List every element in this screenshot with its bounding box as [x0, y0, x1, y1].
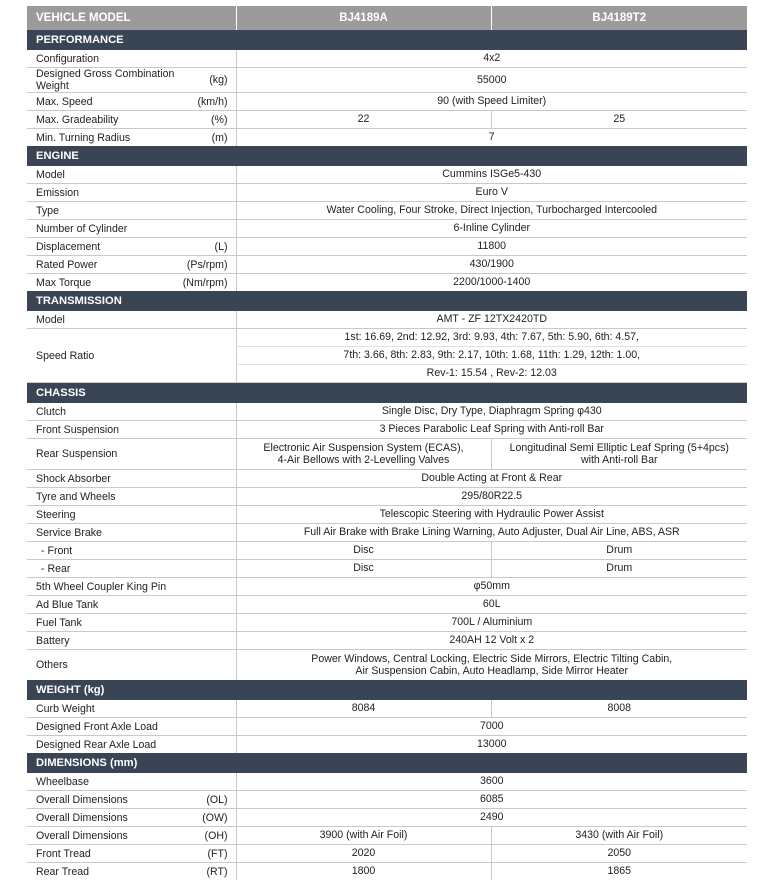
row-rear-axle-load [27, 736, 747, 754]
row-value-a: 3900 (with Air Foil) [236, 827, 491, 845]
row-unit: (Nm/rpm) [183, 277, 228, 289]
row-value: Water Cooling, Four Stroke, Direct Injection, Turbocharged Intercooled [236, 202, 747, 220]
row-label: Wheelbase [27, 773, 236, 791]
row-value: 90 (with Speed Limiter) [236, 93, 747, 111]
row-value: 295/80R22.5 [236, 488, 747, 506]
row-value: 430/1900 [236, 256, 747, 274]
row-value: 11800 [236, 238, 747, 256]
row-label: Designed Rear Axle Load [27, 736, 236, 754]
others-line-1: Power Windows, Central Locking, Electric Side Mirrors, Electric Tilting Cabin, [237, 653, 748, 666]
row-steering [27, 506, 747, 524]
row-value: 2490 [236, 809, 747, 827]
row-value: φ50mm [236, 578, 747, 596]
row-shock-absorber [27, 470, 747, 488]
row-label: Front Suspension [27, 421, 236, 439]
row-overall-width [27, 809, 747, 827]
row-label: 5th Wheel Coupler King Pin [27, 578, 236, 596]
row-rear-tread [27, 863, 747, 880]
row-unit: (L) [215, 241, 228, 253]
row-curb-weight [27, 700, 747, 718]
row-brake-rear [27, 560, 747, 578]
row-label: Front Tread [36, 848, 91, 860]
row-label: Configuration [27, 50, 236, 68]
section-title: DIMENSIONS (mm) [27, 753, 747, 773]
row-transmission-model [27, 311, 747, 329]
model-a-name: BJ4189A [236, 6, 491, 30]
section-title: ENGINE [27, 146, 747, 166]
row-value: 60L [236, 596, 747, 614]
section-transmission [27, 291, 747, 311]
row-label: Max. Gradeability [36, 114, 118, 126]
row-battery [27, 632, 747, 650]
row-value: Euro V [236, 184, 747, 202]
row-label: Rear Tread [36, 866, 89, 878]
section-engine [27, 146, 747, 166]
row-label: Clutch [27, 403, 236, 421]
row-label: Model [27, 166, 236, 184]
row-max-speed [27, 93, 747, 111]
row-emission [27, 184, 747, 202]
speed-ratio-line-3: Rev-1: 15.54 , Rev-2: 12.03 [236, 365, 747, 383]
row-value-b: Drum [491, 542, 747, 560]
row-unit: (RT) [207, 866, 228, 878]
row-label: Type [27, 202, 236, 220]
row-unit: (FT) [208, 848, 228, 860]
spec-table [27, 6, 747, 880]
row-unit: (%) [211, 114, 227, 126]
row-label: Emission [27, 184, 236, 202]
row-value: Cummins ISGe5-430 [236, 166, 747, 184]
row-label: Designed Front Axle Load [27, 718, 236, 736]
row-label: Ad Blue Tank [27, 596, 236, 614]
vehicle-model-label: VEHICLE MODEL [27, 6, 236, 30]
row-label: Max Torque [36, 277, 91, 289]
row-label: Overall Dimensions [36, 812, 128, 824]
row-king-pin [27, 578, 747, 596]
row-overall-length [27, 791, 747, 809]
speed-ratio-line-2: 7th: 3.66, 8th: 2.83, 9th: 2.17, 10th: 1.68, 11th: 1.29, 12th: 1.00, [236, 347, 747, 365]
rear-suspension-a-line-2: 4-Air Bellows with 2-Levelling Valves [237, 454, 491, 467]
row-label: Tyre and Wheels [27, 488, 236, 506]
row-value-a: 8084 [236, 700, 491, 718]
row-label: Fuel Tank [27, 614, 236, 632]
row-tyre [27, 488, 747, 506]
row-displacement [27, 238, 747, 256]
row-speed-ratio [27, 329, 747, 347]
row-label: Rated Power [36, 259, 97, 271]
row-unit: (OW) [202, 812, 227, 824]
row-value: 700L / Aluminium [236, 614, 747, 632]
row-label: Others [27, 650, 236, 681]
section-title: PERFORMANCE [27, 30, 747, 50]
row-value-b: 3430 (with Air Foil) [491, 827, 747, 845]
row-value: 7 [236, 129, 747, 147]
section-title: WEIGHT (kg) [27, 680, 747, 700]
row-value: 2200/1000-1400 [236, 274, 747, 292]
row-value: 13000 [236, 736, 747, 754]
row-adblue [27, 596, 747, 614]
row-value-a: Disc [236, 542, 491, 560]
row-value-b: 8008 [491, 700, 747, 718]
row-value-b: 25 [491, 111, 747, 129]
row-value: 4x2 [236, 50, 747, 68]
row-value: 6-Inline Cylinder [236, 220, 747, 238]
row-label: Designed Gross Combination Weight [36, 68, 209, 92]
row-unit: (OH) [205, 830, 228, 842]
rear-suspension-b-line-2: with Anti-roll Bar [492, 454, 748, 467]
section-weight [27, 680, 747, 700]
row-label: Curb Weight [27, 700, 236, 718]
row-value-b: Drum [491, 560, 747, 578]
row-gcw [27, 68, 747, 93]
section-performance [27, 30, 747, 50]
row-label: - Front [27, 542, 236, 560]
speed-ratio-line-1: 1st: 16.69, 2nd: 12.92, 3rd: 9.93, 4th: 7.67, 5th: 5.90, 6th: 4.57, [236, 329, 747, 347]
others-line-2: Air Suspension Cabin, Auto Headlamp, Side Mirror Heater [237, 665, 748, 678]
row-value: 7000 [236, 718, 747, 736]
row-value-b: 2050 [491, 845, 747, 863]
row-label: Battery [27, 632, 236, 650]
row-front-axle-load [27, 718, 747, 736]
row-rear-suspension [27, 439, 747, 470]
row-label: Service Brake [27, 524, 236, 542]
row-value: 240AH 12 Volt x 2 [236, 632, 747, 650]
row-service-brake [27, 524, 747, 542]
section-chassis [27, 383, 747, 404]
row-label: Rear Suspension [27, 439, 236, 470]
row-label: Number of Cylinder [27, 220, 236, 238]
rear-suspension-b-line-1: Longitudinal Semi Elliptic Leaf Spring (5+4pcs) [492, 442, 748, 455]
row-value: 3600 [236, 773, 747, 791]
row-rated-power [27, 256, 747, 274]
row-label: Steering [27, 506, 236, 524]
row-value: Single Disc, Dry Type, Diaphragm Spring φ430 [236, 403, 747, 421]
row-value-a: 1800 [236, 863, 491, 880]
row-cylinders [27, 220, 747, 238]
row-value-b: 1865 [491, 863, 747, 880]
rear-suspension-a-line-1: Electronic Air Suspension System (ECAS), [237, 442, 491, 455]
row-brake-front [27, 542, 747, 560]
row-label: Model [27, 311, 236, 329]
row-label: Max. Speed [36, 96, 93, 108]
row-value-a: Disc [236, 560, 491, 578]
row-front-suspension [27, 421, 747, 439]
row-label: Overall Dimensions [36, 830, 128, 842]
row-label: Displacement [36, 241, 100, 253]
row-value-a: 2020 [236, 845, 491, 863]
section-dimensions [27, 753, 747, 773]
row-wheelbase [27, 773, 747, 791]
row-turning-radius [27, 129, 747, 147]
row-unit: (km/h) [197, 96, 227, 108]
row-label: Shock Absorber [27, 470, 236, 488]
row-gradeability [27, 111, 747, 129]
row-unit: (m) [212, 132, 228, 144]
spec-sheet [27, 6, 747, 880]
row-value: 55000 [236, 68, 747, 93]
row-value-a: 22 [236, 111, 491, 129]
row-label: Speed Ratio [27, 329, 236, 383]
row-unit: (kg) [209, 74, 227, 86]
row-fuel-tank [27, 614, 747, 632]
row-value: AMT - ZF 12TX2420TD [236, 311, 747, 329]
row-value: Full Air Brake with Brake Lining Warning, Auto Adjuster, Dual Air Line, ABS, ASR [236, 524, 747, 542]
row-configuration [27, 50, 747, 68]
section-title: CHASSIS [27, 383, 747, 404]
row-others [27, 650, 747, 681]
vehicle-model-header [27, 6, 747, 30]
model-b-name: BJ4189T2 [491, 6, 747, 30]
row-unit: (Ps/rpm) [187, 259, 228, 271]
row-value: Double Acting at Front & Rear [236, 470, 747, 488]
row-max-torque [27, 274, 747, 292]
row-value: 6085 [236, 791, 747, 809]
row-engine-type [27, 202, 747, 220]
row-label: Min. Turning Radius [36, 132, 130, 144]
row-front-tread [27, 845, 747, 863]
row-label: Overall Dimensions [36, 794, 128, 806]
section-title: TRANSMISSION [27, 291, 747, 311]
row-clutch [27, 403, 747, 421]
row-unit: (OL) [206, 794, 227, 806]
row-engine-model [27, 166, 747, 184]
row-value: 3 Pieces Parabolic Leaf Spring with Anti-roll Bar [236, 421, 747, 439]
row-label: - Rear [27, 560, 236, 578]
row-value: Telescopic Steering with Hydraulic Power Assist [236, 506, 747, 524]
